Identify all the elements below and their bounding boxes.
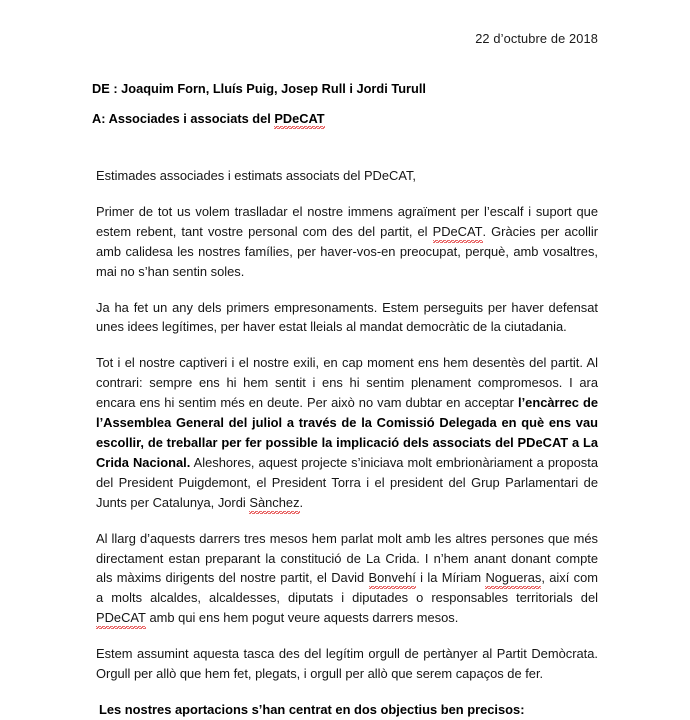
paragraph-2 xyxy=(96,298,598,338)
misspelled-word: Nogueras xyxy=(485,568,541,588)
paragraph-3 xyxy=(96,353,598,512)
header-to-misspelled-word: PDeCAT xyxy=(274,111,325,126)
header-line-to xyxy=(92,109,598,128)
text-run: , així com a molts alcaldes, alcaldesses, diputats i diputades o responsables territorials del xyxy=(96,570,598,606)
misspelled-word: Bonvehí xyxy=(369,568,416,588)
text-run: Tot i el nostre captiveri i el nostre exili, en cap moment ens hem desentès del partit. Al contrari: sempre ens hi hem sentit i ens hi sentim plenament compromesos. I ara encara ens hi sentim més en deute. Per això no vam dubtar en acceptar xyxy=(96,355,598,411)
text-run: i la Míriam xyxy=(415,570,486,586)
text-run: . xyxy=(299,494,304,510)
text-run: Estem assumint aquesta tasca des del legítim orgull de pertànyer al Partit Demòcrata. Orgull per allò que hem fet, plegats, i orgull per allò que serem capaços de fer. xyxy=(96,646,598,682)
text-run: Aleshores, aquest projecte s’iniciava molt embrionàriament a proposta del President Puigdemont, el President Torra i el president del Grup Parlamentari de Junts per Catalunya, Jordi xyxy=(96,454,598,510)
text-run: . Gràcies per acollir amb calidesa les nostres famílies, per haver-vos-en preocupat, perquè, amb vosaltres, mai no s’han sentin soles. xyxy=(96,223,598,279)
header-line-from xyxy=(92,79,598,98)
document-date: 22 d’octubre de 2018 xyxy=(475,31,598,46)
salutation-paragraph: Estimades associades i estimats associats del PDeCAT, xyxy=(96,168,417,183)
text-run: Ja ha fet un any dels primers empresonaments. Estem perseguits per haver defensat unes idees legítimes, per haver estat lleials al mandat democràtic de la ciutadania. xyxy=(96,299,598,335)
emphasis-run: l’encàrrec de l’Assemblea General del juliol a través de la Comissió Delegada en què ens vau escollir, de treballar per fer possible la implicació dels associats del PDeCAT a La Crida Nacional. xyxy=(96,395,598,470)
misspelled-word: PDeCAT xyxy=(96,608,146,628)
paragraph-5 xyxy=(96,644,598,684)
header-to-prefix: A: Associades i associats del xyxy=(92,111,275,126)
paragraph-1 xyxy=(96,202,598,282)
closing-bold-line: Les nostres aportacions s’han centrat en dos objectius ben precisos: xyxy=(99,701,525,717)
header-from-text: DE : Joaquim Forn, Lluís Puig, Josep Rull i Jordi Turull xyxy=(92,81,426,96)
text-run: amb qui ens hem pogut veure aquests darrers mesos. xyxy=(145,610,459,626)
text-run: Primer de tot us volem traslladar el nostre immens agraïment per l’escalf i suport que estem rebent, tant vostre personal com des del partit, el xyxy=(96,203,598,239)
letter-body xyxy=(96,166,598,720)
text-run: Al llarg d’aquests darrers tres mesos hem parlat molt amb les altres persones que més directament estan preparant la constitució de La Crida. I n’hem anant donant compte als màxims dirigents del nostre partit, el David xyxy=(96,530,598,586)
paragraph-4 xyxy=(96,529,598,629)
misspelled-word: PDeCAT xyxy=(433,222,483,242)
letter-header xyxy=(92,79,598,128)
misspelled-word: Sànchez xyxy=(249,493,299,513)
